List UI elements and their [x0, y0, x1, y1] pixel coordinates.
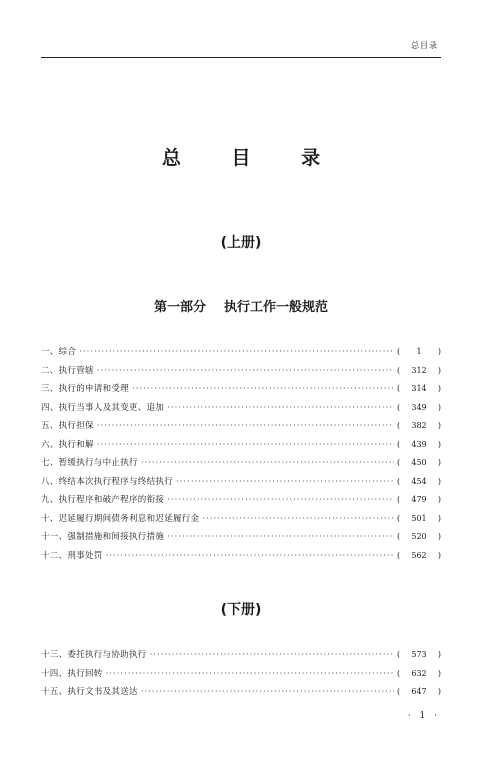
toc-entry-label: 十、迟延履行期间债务利息和迟延履行金: [41, 513, 200, 524]
page-title: 总 目 录: [161, 147, 343, 169]
toc-entry[interactable]: [41, 438, 441, 457]
toc-entry-label: 十五、执行文书及其送达: [41, 687, 138, 697]
dot-leader: [97, 366, 394, 376]
toc-entry[interactable]: [41, 419, 441, 438]
toc-entry[interactable]: [41, 667, 441, 686]
dot-leader: [202, 514, 394, 524]
toc-entry-label: 十四、执行回转: [41, 668, 103, 679]
page-number: · 1 ·: [407, 711, 440, 721]
toc-entry-label: 八、终结本次执行程序与终结执行: [41, 476, 174, 487]
toc-entry-label: 五、执行担保: [41, 421, 94, 431]
dot-leader: [79, 347, 394, 357]
dot-leader: [176, 477, 394, 487]
toc-list-upper: [41, 345, 441, 567]
toc-entry-label: 七、暂缓执行与中止执行: [41, 458, 138, 468]
toc-entry-label: 十三、委托执行与协助执行: [41, 650, 147, 660]
volume-title-upper: (上册): [220, 235, 262, 251]
part-number: 第一部分: [153, 300, 206, 315]
toc-entry-label: 十二、刑事处罚: [41, 550, 103, 561]
toc-entry-page: ( 573 ): [397, 650, 441, 659]
dot-leader: [106, 551, 394, 561]
dot-leader: [132, 384, 394, 394]
toc-entry-page: ( 450 ): [397, 458, 441, 467]
toc-list-lower: [41, 648, 441, 704]
dot-leader: [141, 687, 394, 697]
dot-leader: [150, 650, 394, 660]
toc-entry-label: 六、执行和解: [41, 439, 94, 450]
toc-entry-page: ( 562 ): [397, 550, 441, 560]
toc-entry-page: ( 382 ): [397, 421, 441, 430]
toc-entry-page: ( 1 ): [397, 347, 441, 356]
toc-entry[interactable]: [41, 685, 441, 704]
toc-entry-label: 三、执行的申请和受理: [41, 384, 130, 394]
toc-entry-label: 九、执行程序和破产程序的衔接: [41, 495, 165, 505]
toc-entry-label: 四、执行当事人及其变更、追加: [41, 402, 165, 413]
dot-leader: [167, 403, 394, 413]
volume-title-lower: (下册): [220, 602, 262, 618]
dot-leader: [97, 440, 394, 450]
toc-entry[interactable]: [41, 401, 441, 420]
toc-entry[interactable]: [41, 530, 441, 549]
toc-entry-page: ( 314 ): [397, 384, 441, 393]
toc-entry[interactable]: [41, 345, 441, 364]
toc-entry[interactable]: [41, 456, 441, 475]
toc-entry-page: ( 647 ): [397, 687, 441, 696]
toc-entry-label: 二、执行管辖: [41, 365, 94, 376]
toc-entry[interactable]: [41, 475, 441, 494]
header-rule: [41, 57, 441, 58]
toc-entry[interactable]: [41, 364, 441, 383]
toc-entry[interactable]: [41, 648, 441, 667]
dot-leader: [97, 421, 394, 431]
toc-entry-page: ( 349 ): [397, 402, 441, 412]
toc-entry-page: ( 632 ): [397, 668, 441, 678]
dot-leader: [141, 458, 394, 468]
toc-entry-page: ( 439 ): [397, 439, 441, 449]
toc-entry[interactable]: [41, 382, 441, 401]
toc-entry[interactable]: [41, 493, 441, 512]
dot-leader: [167, 532, 394, 542]
toc-entry-page: ( 501 ): [397, 513, 441, 523]
toc-entry[interactable]: [41, 512, 441, 531]
dot-leader: [106, 669, 394, 679]
toc-entry-page: ( 479 ): [397, 495, 441, 504]
toc-entry-page: ( 312 ): [397, 365, 441, 375]
toc-entry[interactable]: [41, 549, 441, 568]
toc-entry-page: ( 520 ): [397, 532, 441, 541]
part-name: 执行工作一般规范: [224, 300, 329, 315]
running-header: 总目录: [411, 41, 438, 50]
part-title: [0, 296, 482, 315]
toc-entry-label: 十一、强制措施和间接执行措施: [41, 532, 165, 542]
toc-entry-label: 一、综合: [41, 347, 77, 357]
toc-entry-page: ( 454 ): [397, 476, 441, 486]
dot-leader: [167, 495, 394, 505]
